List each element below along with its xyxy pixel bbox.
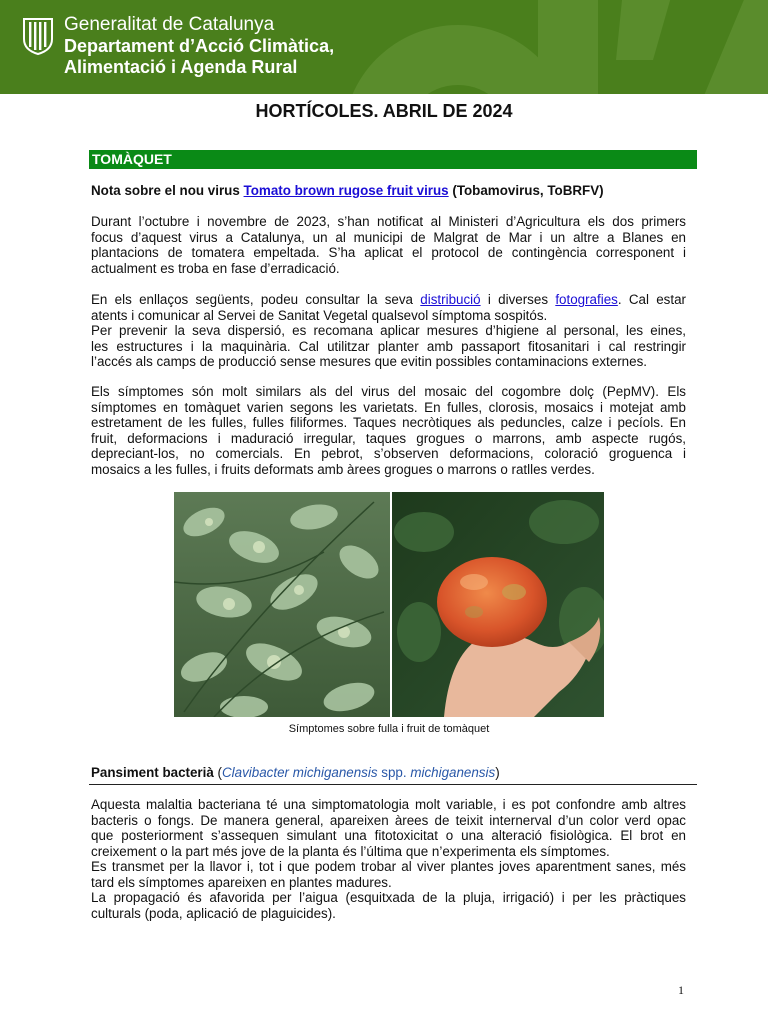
paren-open: ( (213, 765, 222, 780)
text-line: actualment es troba en fase d’erradicació. (91, 260, 340, 276)
text-line: l’accés als camps de producció sense mesures que evitin possibles contaminacions externes. (91, 354, 647, 369)
note-suffix: (Tobamovirus, ToBRFV) (448, 183, 604, 198)
text-fragment: i diverses (480, 292, 556, 307)
text-line: Per prevenir la seva dispersió, es recomana aplicar mesures d’higiene al personal, les eines, (91, 323, 686, 338)
species-name: Clavibacter michiganensis (222, 765, 378, 780)
page-number: 1 (678, 983, 684, 997)
org-name-line2: Departament d’Acció Climàtica, (64, 36, 335, 56)
fotografies-link[interactable]: fotografies (555, 292, 618, 307)
text-line: bacteris o fongs. De manera general, apareixen àrees de teixit internerval d’un color verd opac (91, 812, 686, 828)
text-line: mosaics a les fulles, i fruits deformats amb àrees grogues o marrons o ratlles verdes. (91, 461, 595, 477)
disease-name: Pansiment bacterià (91, 765, 214, 780)
paren-close: ) (495, 765, 500, 780)
text-line: Aquesta malaltia bacteriana té una simptomatologia molt variable, i es pot confondre amb altres (91, 797, 686, 812)
symptom-photos (174, 492, 604, 717)
bacterial-wilt-heading (91, 765, 686, 781)
text-line: les estructures i la maquinària. Cal utilitzar planter amb passaport fitosanitari i cal restringir (91, 338, 686, 354)
text-fragment: En els enllaços següents, podeu consultar la seva (91, 292, 421, 307)
paragraph-prevention (91, 292, 686, 370)
org-name-line3: Alimentació i Agenda Rural (64, 57, 298, 77)
photo-caption: Símptomes sobre fulla i fruit de tomàquet (288, 723, 490, 735)
text-line: Es transmet per la llavor i, tot i que podem trobar al viver plantes joves aparentment sanes, més (91, 859, 686, 874)
text-line: que posteriorment s’assequen simulant una fitotoxicitat o una alteració fisiològica. El brot en (91, 828, 686, 843)
section-heading-bar (89, 150, 697, 169)
heading-divider (89, 784, 697, 785)
text-line: culturals (poda, aplicació de plaguicides). (91, 905, 336, 921)
text-line: plantacions de tomatera empeltada. S’ha aplicat el protocol de contingència corresponent i (91, 245, 686, 260)
text-line: creixement o la part més jove de la planta és l’última que n’experimenta els símptomes. (91, 843, 610, 859)
catalan-senyera-logo-icon (22, 17, 54, 55)
text-line: fruit, deformacions i maduració irregular, taques grogues o marrons, amb aspecte rugós, (91, 430, 686, 446)
text-line: atents i comunicar al Servei de Sanitat Vegetal qualsevol símptoma sospitós. (91, 307, 548, 323)
text-line: La propagació és afavorida per l’aigua (esquitxada de la pluja, irrigació) i per les pràctiques (91, 890, 686, 905)
text-line: estretament de les fulles, fulles filiformes. Taques necròtiques als peduncles, calze i pecíols. En (91, 415, 686, 430)
org-name-line1: Generalitat de Catalunya (64, 14, 275, 35)
paragraph-symptoms (91, 384, 686, 477)
distribucio-link[interactable]: distribució (420, 292, 481, 307)
virus-note (91, 183, 686, 199)
watermark-monogram-icon (348, 0, 768, 94)
leaf-symptom-photo (174, 492, 390, 717)
fruit-symptom-photo (392, 492, 604, 717)
text-line: Durant l’octubre i novembre de 2023, s’han notificat al Ministeri d’Agricultura els dos primers (91, 214, 686, 229)
text-line: símptomes en tomàquet varien segons les varietats. En fulles, clorosis, mosaics i motejat amb (91, 399, 686, 415)
tobrfv-link[interactable]: Tomato brown rugose fruit virus (243, 183, 449, 198)
text-line: focus d’aquest virus a Catalunya, un al municipi de Malgrat de Mar i un altre a Blanes en (91, 229, 686, 245)
paragraph-outbreak (91, 214, 686, 276)
section-heading: TOMÀQUET (92, 151, 172, 167)
text-fragment: . Cal estar (617, 292, 687, 307)
text-line (91, 292, 686, 308)
text-line: depreciant-los, no comercials. En pebrot, s’observen deformacions, coloració groguenca i (91, 446, 686, 461)
text-line: Els símptomes són molt similars als del virus del mosaic del cogombre dolç (PepMV). Els (91, 384, 686, 399)
paragraph-bacterial-wilt (91, 797, 686, 921)
page-header (0, 0, 768, 94)
document-title: HORTÍCOLES. ABRIL DE 2024 (255, 101, 513, 121)
species-spp: spp. (377, 765, 411, 780)
subspecies-name: michiganensis (410, 765, 496, 780)
note-prefix: Nota sobre el nou virus (91, 183, 244, 198)
text-line: tard els símptomes apareixen en plantes madures. (91, 874, 392, 890)
